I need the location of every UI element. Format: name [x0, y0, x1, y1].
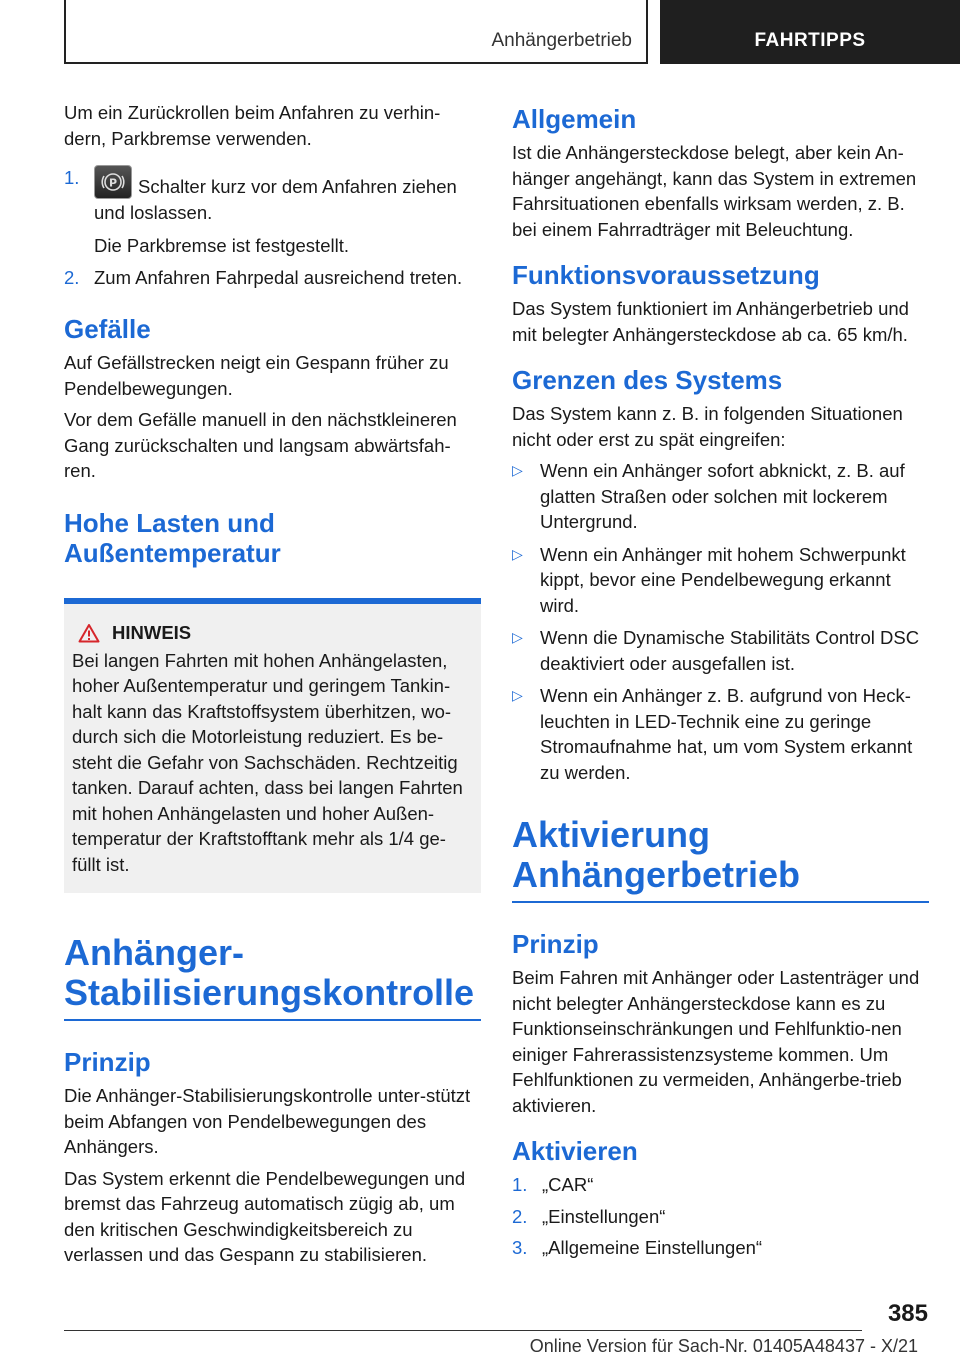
list-item: 1. „CAR“: [512, 1174, 594, 1195]
list-item: 2. „Einstellungen“: [512, 1205, 666, 1227]
heading-grenzen: Grenzen des Systems: [512, 365, 783, 395]
step-list: [64, 165, 481, 290]
heading-gefaelle: Gefälle: [64, 314, 151, 344]
bullet-triangle-icon: ▷: [512, 545, 523, 562]
section-title: Anhängerbetrieb: [64, 0, 648, 64]
prinzip-paragraph-2: Das System erkennt die Pendelbewegungen und bremst das Fahrzeug automatisch zügig ab, um den kritischen Geschwindigkeitsbereich zu verlassen und das Gespann zu stabilisieren.: [64, 1167, 466, 1265]
intro-paragraph: Um ein Zurückrollen beim Anfahren zu verhin-dern, Parkbremse verwenden.: [64, 102, 441, 149]
heading-prinzip-right: Prinzip: [512, 929, 599, 959]
page-number: 385: [887, 1300, 928, 1327]
footer-divider: [64, 1330, 862, 1331]
heading-hohe-lasten: Hohe Lasten und Außentemperatur: [64, 507, 281, 568]
list-item: ▷ Wenn die Dynamische Stabilitäts Control DSC deaktiviert oder ausgefallen ist.: [512, 627, 920, 674]
allgemein-paragraph: Ist die Anhängersteckdose belegt, aber kein An-hänger angehängt, kann das System in extremen Fahrsituationen ebenfalls wirksam werden, z. B. bei einem Fahrradträger mit Beleuchtung.: [512, 142, 917, 240]
step-text: Schalter kurz vor dem Anfahren ziehen und loslassen.: [94, 176, 457, 223]
page-header: [0, 0, 960, 66]
section-stabilisierung: [64, 933, 481, 1021]
list-item: ▷ Wenn ein Anhänger mit hohem Schwerpunkt kippt, bevor eine Pendelbewegung erkannt wird.: [512, 543, 906, 616]
list-item: 3. „Allgemeine Einstellungen“: [512, 1237, 763, 1258]
list-item: ▷ Wenn ein Anhänger sofort abknickt, z. B. auf glatten Straßen oder solchen mit lockerem Untergrund.: [512, 460, 905, 532]
section-aktivierung: [512, 815, 929, 903]
heading-funktionsvoraussetzung: Funktionsvoraussetzung: [512, 260, 820, 290]
right-column: [512, 100, 929, 1269]
heading-aktivieren: Aktivieren: [512, 1136, 638, 1166]
svg-text:P: P: [108, 176, 118, 190]
bullet-triangle-icon: ▷: [512, 687, 523, 703]
notice-text: Bei langen Fahrten mit hohen Anhängelasten, hoher Außentemperatur und geringem Tankin-halt kann das Kraftstoffsystem überhitzen, wo-durch sich die Motorleistung reduziert. Es be-steht die Gefahr von Sachschäden. Rechtzeitig tanken. Darauf achten, dass bei langen Fahrten mit hohen Anhängelasten und hoher Außen-temperatur der Kraftstofftank mehr als 1/4 ge-füllt ist.: [72, 649, 463, 875]
footer-version-text: Online Version für Sach-Nr. 01405A48437 - X/21: [529, 1336, 918, 1356]
heading-aktivierung: Aktivierung Anhängerbetrieb: [512, 814, 801, 895]
bullet-triangle-icon: ▷: [512, 629, 523, 645]
notice-box: [64, 598, 481, 894]
notice-header: [72, 622, 469, 644]
aktivieren-steps: [512, 1172, 929, 1261]
grenzen-paragraph: Das System kann z. B. in folgenden Situationen nicht oder erst zu spät eingreifen:: [512, 403, 903, 450]
parking-brake-icon: [94, 165, 132, 199]
step-result: Die Parkbremse ist festgestellt.: [94, 235, 349, 256]
heading-prinzip-left: Prinzip: [64, 1047, 151, 1077]
step-number: 1.: [64, 167, 80, 188]
list-item: [64, 165, 481, 259]
warning-icon: [78, 623, 100, 643]
notice-label: HINWEIS: [112, 621, 192, 643]
bullet-triangle-icon: ▷: [512, 462, 523, 478]
heading-allgemein: Allgemein: [512, 104, 637, 134]
prinzip-paragraph-1: Die Anhänger-Stabilisierungskontrolle unter-stützt beim Abfangen von Pendelbewegungen des Anhängers.: [64, 1085, 471, 1157]
grenzen-list: [512, 458, 929, 785]
heading-stabilisierung: Anhänger-Stabilisierungskontrolle: [64, 932, 475, 1013]
list-item: ▷ Wenn ein Anhänger z. B. aufgrund von Heck-leuchten in LED-Technik eine zu geringe Stromaufnahme hat, um vom System erkannt zu werden.: [512, 685, 913, 783]
gefaelle-paragraph-1: Auf Gefällstrecken neigt ein Gespann früher zu Pendelbewegungen.: [64, 352, 449, 399]
prinzip-right-paragraph: Beim Fahren mit Anhänger oder Lastenträger und nicht belegter Anhängersteckdose kann es zu Funktionseinschränkungen und Fehlfunktio-nen einiger Fahrerassistenzsysteme kommen. Um Fehlfunktionen zu vermeiden, Anhängerbe-trieb aktivieren.: [512, 967, 920, 1116]
step-text: Zum Anfahren Fahrpedal ausreichend treten.: [94, 266, 463, 288]
gefaelle-paragraph-2: Vor dem Gefälle manuell in den nächstkleineren Gang zurückschalten und langsam abwärtsfah-ren.: [64, 409, 457, 481]
list-item: [64, 265, 481, 291]
left-column: [64, 100, 481, 1274]
funktion-paragraph: Das System funktioniert im Anhängerbetrieb und mit belegter Anhängersteckdose ab ca. 65 km/h.: [512, 298, 909, 345]
step-number: 2.: [64, 266, 80, 288]
chapter-tab: FAHRTIPPS: [660, 0, 960, 64]
